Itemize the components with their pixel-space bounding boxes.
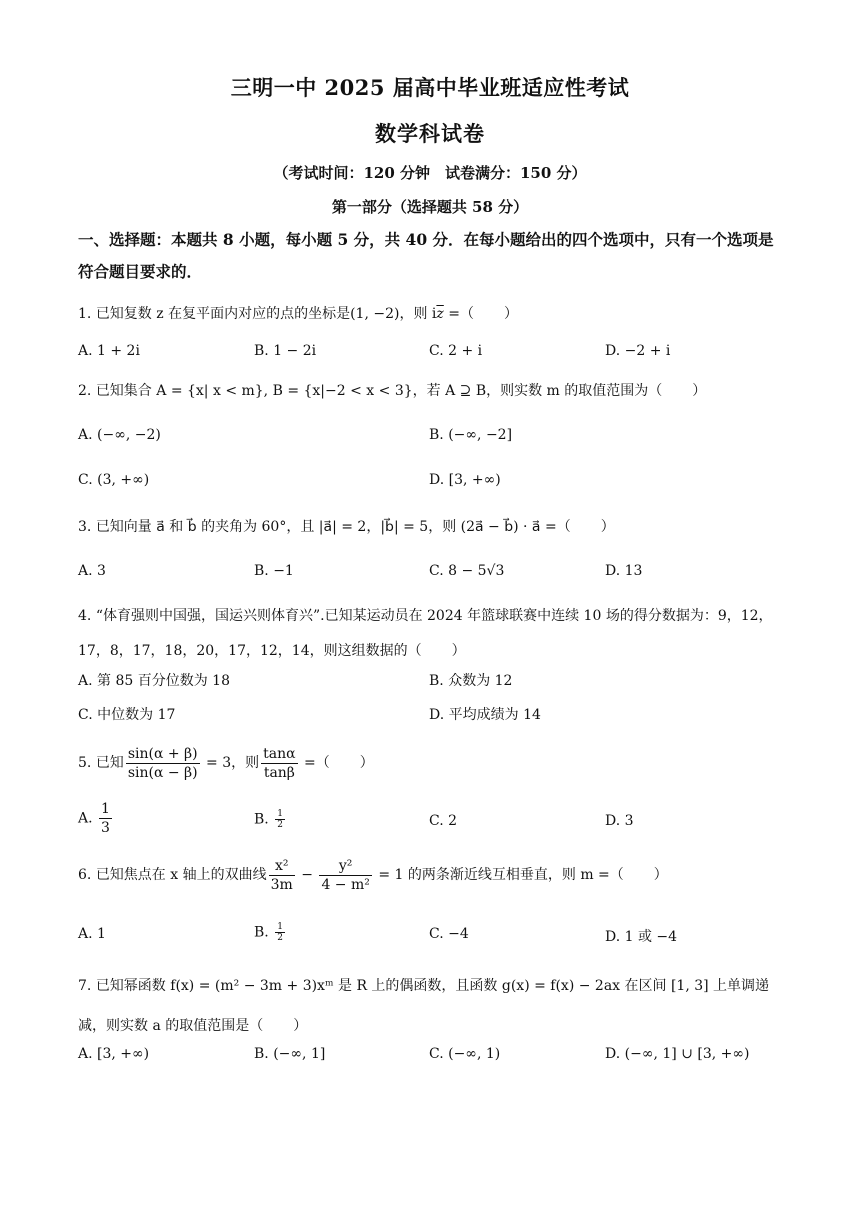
question-number: 5.: [78, 755, 92, 771]
fraction-denominator: 2: [277, 820, 283, 830]
sine-ratio-fraction: [126, 745, 200, 782]
question-number: 3.: [78, 519, 92, 535]
tangent-ratio-fraction: [261, 745, 297, 782]
option-c: C. −4: [429, 926, 469, 942]
question-stem: 已知复数 z 在复平面内对应的点的坐标是: [95, 306, 351, 322]
answer-paren-close: ）: [653, 867, 668, 883]
section-intro: 一、选择题：本题共 8 小题，每小题 5 分，共 40 分．在每小题给出的四个选项中，只有一个选项是符合题目要求的．: [78, 230, 774, 281]
hyperbola-y-term: [319, 857, 371, 894]
question-stem: “体育强则中国强，国运兴则体育兴”.已知某运动员在 2024 年篮球联赛中连续 10 场的得分数据为：9，12，17，8，17，18，20，17，12，14，则这组数据的（: [78, 608, 773, 659]
option-d: D. 3: [605, 813, 634, 829]
option-a: A. (−∞, −2): [78, 427, 161, 443]
option-c: C. 中位数为 17: [78, 707, 176, 723]
options-3: [78, 563, 793, 587]
option-fraction: [99, 800, 112, 837]
option-b: [254, 922, 287, 943]
option-c: C. 2: [429, 813, 458, 829]
question-stem: 已知: [95, 755, 124, 771]
option-c: C. 8 − 5√3: [429, 563, 505, 579]
point-coordinate: (1, −2): [350, 306, 400, 322]
question-number: 4.: [78, 608, 92, 624]
answer-paren-close: ）: [451, 643, 466, 659]
option-a: A. 第 85 百分位数为 18: [78, 673, 230, 689]
answer-paren-close: ）: [503, 306, 518, 322]
question-stem: =（: [299, 755, 330, 771]
option-a: A. 1 + 2i: [78, 343, 140, 359]
option-d: D. 平均成绩为 14: [429, 707, 541, 723]
conjugate-z: $\overline{z}$: [436, 306, 444, 322]
question-6: [78, 852, 793, 898]
option-a: A. [3, +∞): [78, 1046, 150, 1062]
fraction-denominator: tanβ: [263, 764, 295, 781]
option-label: B.: [254, 811, 269, 828]
fraction-numerator: sin(α + β): [127, 745, 198, 762]
question-stem: 已知幂函数 f(x) = (m² − 3m + 3)xᵐ 是 R 上的偶函数，且函数 g(x) = f(x) − 2ax 在区间 [1, 3] 上单调递减，则实数 a 的取值范围是（: [78, 978, 770, 1034]
option-c: C. 2 + i: [429, 343, 483, 359]
option-b: B. (−∞, 1]: [254, 1046, 326, 1062]
question-number: 1.: [78, 306, 92, 322]
option-b: B. (−∞, −2]: [429, 427, 513, 443]
question-1: [78, 303, 793, 325]
option-b: B. −1: [254, 563, 294, 579]
option-a: A. 1: [78, 926, 106, 942]
options-7: [78, 1046, 793, 1070]
options-4-row-1: [78, 670, 793, 694]
question-stem: ，则 i: [399, 306, 437, 322]
question-stem: 已知集合 A = {x| x < m}, B = {x|−2 < x < 3}，若 A ⊇ B，则实数 m 的取值范围为（: [95, 383, 663, 399]
option-d: D. [3, +∞): [429, 472, 501, 488]
option-label: A.: [78, 810, 93, 827]
option-a: A. 3: [78, 563, 106, 579]
options-2-row-1: [78, 427, 793, 451]
option-d: D. (−∞, 1] ∪ [3, +∞): [605, 1046, 750, 1062]
question-4: [78, 599, 793, 669]
option-c: C. (−∞, 1): [429, 1046, 501, 1062]
fraction-numerator: x²: [269, 857, 295, 876]
option-a: [78, 800, 114, 837]
question-stem: = 3，则: [201, 755, 260, 771]
minus-sign: −: [296, 867, 318, 883]
options-1: [78, 343, 793, 367]
hyperbola-x-term: [269, 857, 295, 894]
question-stem: 已知向量 a⃗ 和 b⃗ 的夹角为 60°，且 |a⃗| = 2，|b⃗| = 5，则 (2a⃗ − b⃗) · a⃗ =（: [95, 519, 571, 535]
option-b: B. 1 − 2i: [254, 343, 317, 359]
option-d: D. 1 或 −4: [605, 929, 678, 945]
fraction-numerator: y²: [319, 857, 371, 876]
option-fraction: [275, 922, 285, 943]
exam-info: （考试时间：120 分钟 试卷满分：150 分）: [273, 164, 587, 182]
question-7: [78, 966, 793, 1046]
question-number: 7.: [78, 978, 92, 994]
question-2: [78, 380, 793, 402]
option-b: [254, 809, 287, 830]
fraction-denominator: sin(α − β): [127, 764, 198, 781]
options-5: [78, 800, 793, 844]
options-4-row-2: [78, 704, 793, 728]
question-number: 6.: [78, 867, 92, 883]
question-stem: 已知焦点在 x 轴上的双曲线: [95, 867, 267, 883]
fraction-numerator: 1: [277, 809, 283, 819]
fraction-numerator: tanα: [263, 745, 296, 762]
question-3: [78, 516, 793, 538]
fraction-denominator: 2: [277, 933, 283, 943]
answer-paren-close: ）: [359, 755, 374, 771]
exam-subtitle: 数学科试卷: [375, 121, 485, 146]
options-6: [78, 922, 793, 952]
answer-paren-close: ）: [692, 383, 707, 399]
option-fraction: [275, 809, 285, 830]
option-c: C. (3, +∞): [78, 472, 150, 488]
part-title: 第一部分（选择题共 58 分）: [331, 198, 529, 216]
option-d: D. −2 + i: [605, 343, 671, 359]
question-number: 2.: [78, 383, 92, 399]
question-5: [78, 740, 793, 786]
answer-paren-close: ）: [293, 1018, 308, 1034]
option-b: B. 众数为 12: [429, 673, 513, 689]
fraction-denominator: 3m: [270, 876, 293, 893]
fraction-numerator: 1: [277, 922, 283, 932]
answer-paren-close: ）: [600, 519, 615, 535]
option-d: D. 13: [605, 563, 643, 579]
fraction-denominator: 3: [101, 820, 110, 836]
option-label: B.: [254, 924, 269, 941]
question-stem: =（: [443, 306, 474, 322]
options-2-row-2: [78, 472, 793, 496]
exam-title: 三明一中 2025 届高中毕业班适应性考试: [230, 75, 630, 100]
fraction-numerator: 1: [101, 801, 110, 817]
question-stem: = 1 的两条渐近线互相垂直，则 m =（: [373, 867, 624, 883]
fraction-denominator: 4 − m²: [321, 876, 370, 893]
